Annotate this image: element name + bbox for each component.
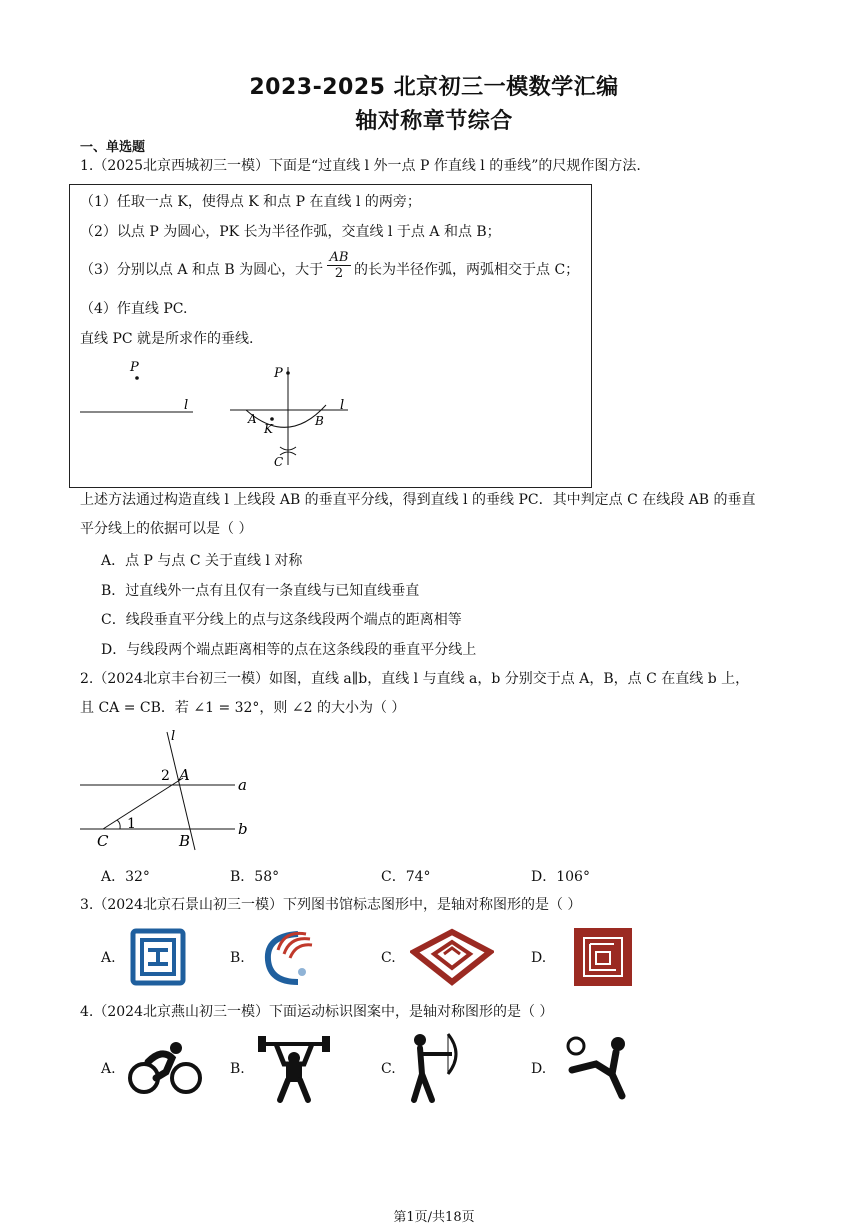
q1-fig-label-l2: l [340, 398, 345, 413]
q2-option-c: C．74° [381, 869, 431, 885]
q1-fig-label-l1: l [184, 398, 189, 413]
q1-fraction [327, 250, 351, 282]
q2-fig-label-b-pt: B [179, 832, 191, 850]
q4-football-icon [566, 1034, 634, 1100]
doc-title-line2: 轴对称章节综合 [355, 109, 513, 134]
q1-step4: （4）作直线 PC. [80, 301, 188, 317]
doc-title-line1: 2023-2025 北京初三一模数学汇编 [249, 75, 619, 100]
q4-option-c: C. [381, 1061, 396, 1077]
q1-option-a: A．点 P 与点 C 关于直线 l 对称 [101, 553, 303, 569]
q2-option-b: B．58° [230, 869, 280, 885]
q4-option-a: A. [101, 1061, 116, 1077]
q1-stem: 1.（2025北京西城初三一模）下面是“过直线 l 外一点 P 作直线 l 的垂线”的尺规作图方法. [80, 158, 641, 174]
q4-archery-icon [404, 1030, 466, 1104]
q1-fraction-den: 2 [334, 266, 344, 281]
q3-logo-a-icon [130, 928, 186, 986]
q2-fig-angle-arc [117, 820, 120, 829]
q1-fig-label-b: B [315, 414, 324, 428]
q1-fig-point-p1 [135, 376, 139, 380]
q3-stem: 3.（2024北京石景山初三一模）下列图书馆标志图形中，是轴对称图形的是（ ） [80, 897, 582, 913]
q1-step3b: 的长为半径作弧，两弧相交于点 C； [354, 262, 580, 278]
q3-logo-b-icon [258, 926, 316, 988]
q1-fig-label-k: K [264, 422, 273, 436]
q2-option-a: A．32° [101, 869, 150, 885]
q1-fig-arc [246, 405, 326, 427]
q3-option-c: C. [381, 950, 396, 966]
q1-step3a: （3）分别以点 A 和点 B 为圆心，大于 [80, 262, 324, 278]
q1-after-line2: 平分线上的依据可以是（ ） [80, 521, 253, 537]
q1-fig-label-p1: P [130, 360, 139, 375]
q3-option-a: A. [101, 950, 116, 966]
q1-option-d: D．与线段两个端点距离相等的点在这条线段的垂直平分线上 [101, 642, 477, 658]
q1-fraction-num: AB [327, 250, 351, 266]
q2-fig-label-b-line: b [238, 820, 248, 838]
q4-option-b: B. [230, 1061, 245, 1077]
q3-logo-c-icon [410, 928, 494, 986]
q2-option-d: D．106° [531, 869, 590, 885]
page-footer: 第1页/共18页 [393, 1210, 475, 1225]
q1-step2: （2）以点 P 为圆心，PK 长为半径作弧，交直线 l 于点 A 和点 B； [80, 224, 501, 240]
q2-fig-label-a-pt: A [179, 766, 190, 784]
q3-option-b: B. [230, 950, 245, 966]
q4-weightlifting-icon [256, 1030, 332, 1104]
q1-fig-point-k [270, 417, 274, 421]
q1-fig-label-p2: P [274, 366, 283, 381]
q1-fig-label-c: C [274, 455, 284, 469]
q2-stem-line2: 且 CA = CB．若 ∠1 = 32°，则 ∠2 的大小为（ ） [80, 700, 406, 716]
q3-logo-d-icon [572, 926, 634, 988]
q2-fig-label-a-line: a [238, 776, 247, 794]
q2-figure [75, 728, 265, 853]
q2-fig-label-angle1: 1 [127, 816, 136, 832]
q2-fig-label-l: l [171, 729, 176, 744]
section-heading: 一、单选题 [80, 140, 146, 155]
q2-stem-line1: 2.（2024北京丰台初三一模）如图，直线 a∥b，直线 l 与直线 a，b 分别交于点 A，B，点 C 在直线 b 上， [80, 671, 750, 687]
q2-fig-label-c-pt: C [97, 832, 109, 850]
q1-option-c: C．线段垂直平分线上的点与这条线段两个端点的距离相等 [101, 612, 462, 628]
q4-stem: 4.（2024北京燕山初三一模）下面运动标识图案中，是轴对称图形的是（ ） [80, 1004, 554, 1020]
q1-option-b: B．过直线外一点有且仅有一条直线与已知直线垂直 [101, 583, 420, 599]
q1-figure [70, 355, 590, 485]
q2-fig-label-angle2: 2 [161, 768, 170, 784]
q1-step1: （1）任取一点 K，使得点 K 和点 P 在直线 l 的两旁； [80, 194, 421, 210]
q2-fig-line-ca [103, 778, 183, 829]
q1-after-line1: 上述方法通过构造直线 l 上线段 AB 的垂直平分线，得到直线 l 的垂线 PC．其中判定点 C 在线段 AB 的垂直 [80, 492, 756, 508]
q1-fig-label-a: A [248, 412, 257, 426]
q4-option-d: D. [531, 1061, 547, 1077]
q4-cycling-icon [126, 1040, 204, 1096]
q3-option-d: D. [531, 950, 547, 966]
q1-conclusion: 直线 PC 就是所求作的垂线. [80, 331, 254, 347]
